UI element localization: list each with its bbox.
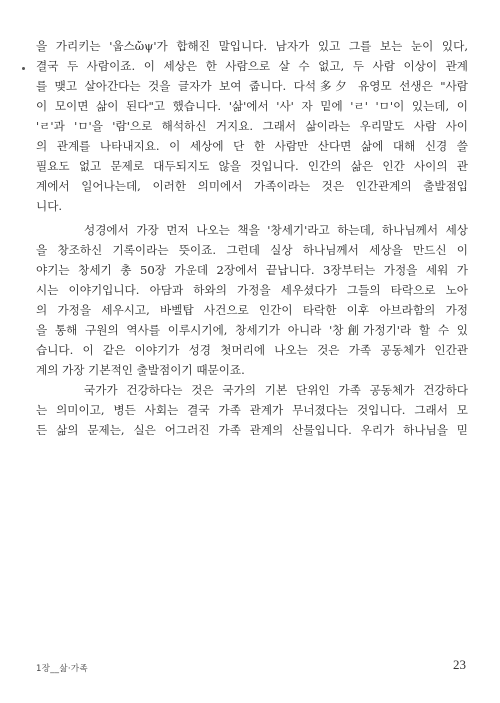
body-text [36,36,468,440]
paragraph-3 [36,380,468,440]
text-line: 계의 가장 기본적인 출발점이기 때문이죠. [36,363,245,377]
text-line: 성경에서 가장 먼저 나오는 책을 '창세기'라고 하는데, 하나님께서 세상 [84,223,468,237]
margin-dot [22,67,25,70]
text-line: 계에서 일어나는데, 이러한 의미에서 가족이라는 것은 인간관계의 출발점입 [36,179,468,193]
text-line: 는 의미이고, 병든 사회는 결국 가족 관계가 무너졌다는 것입니다. 그래서 모 [36,403,468,417]
text-line: 을 가리키는 '웁스ὤψ'가 합해진 말입니다. 남자가 있고 그를 보는 눈이 있다, [36,39,468,53]
text-line: 결국 두 사람이죠. 이 세상은 한 사람으로 살 수 없고, 두 사람 이상이 관계 [36,59,468,73]
paragraph-1 [36,36,468,216]
text-line: 'ㄹ'과 'ㅁ'을 '람'으로 해석하신 거지요. 그래서 삶이라는 우리말도 사람 사이 [36,119,468,133]
page-number: 23 [453,657,466,672]
text-line: 의 가정을 세우시고, 바벨탑 사건으로 인간이 타락한 이후 아브라함의 가정 [36,303,468,317]
text-line: 을 창조하신 기록이라는 뜻이죠. 그런데 실상 하나님께서 세상을 만드신 이 [36,243,468,257]
text-line: 의 관계를 나타내지요. 이 세상에 단 한 사람만 산다면 삶에 대해 신경 쓸 [36,139,468,153]
text-line: 이 모이면 삶이 된다"고 했습니다. '삶'에서 '사' 자 밑에 'ㄹ' 'ㅁ'이 있는데, 이 [36,99,468,113]
text-line: 든 삶의 문제는, 실은 어그러진 가족 관계의 산물입니다. 우리가 하나님을 믿 [36,423,468,437]
text-line: 를 맺고 살아간다는 것을 글자가 보여 줍니다. 다석多夕 유영모 선생은 "사람 [36,79,468,93]
text-line: 니다. [36,199,63,213]
text-line: 필요도 없고 문제로 대두되지도 않을 것입니다. 인간의 삶은 인간 사이의 관 [36,159,468,173]
text-line: 습니다. 이 같은 이야기가 성경 첫머리에 나오는 것은 가족 공동체가 인간관 [36,343,468,357]
chapter-footer: 1장__삶·가족 [36,664,88,674]
text-line: 시는 이야기입니다. 아담과 하와의 가정을 세우셨다가 그들의 타락으로 노아 [36,283,468,297]
paragraph-2 [36,220,468,380]
text-line: 을 통해 구원의 역사를 이루시기에, 창세기가 아니라 '창創가정기'라 할 수 있 [36,323,468,337]
text-line: 국가가 건강하다는 것은 국가의 기본 단위인 가족 공동체가 건강하다 [84,383,468,397]
text-line: 야기는 창세기 총 50장 가운데 2장에서 끝납니다. 3장부터는 가정을 세워 가 [36,263,468,277]
